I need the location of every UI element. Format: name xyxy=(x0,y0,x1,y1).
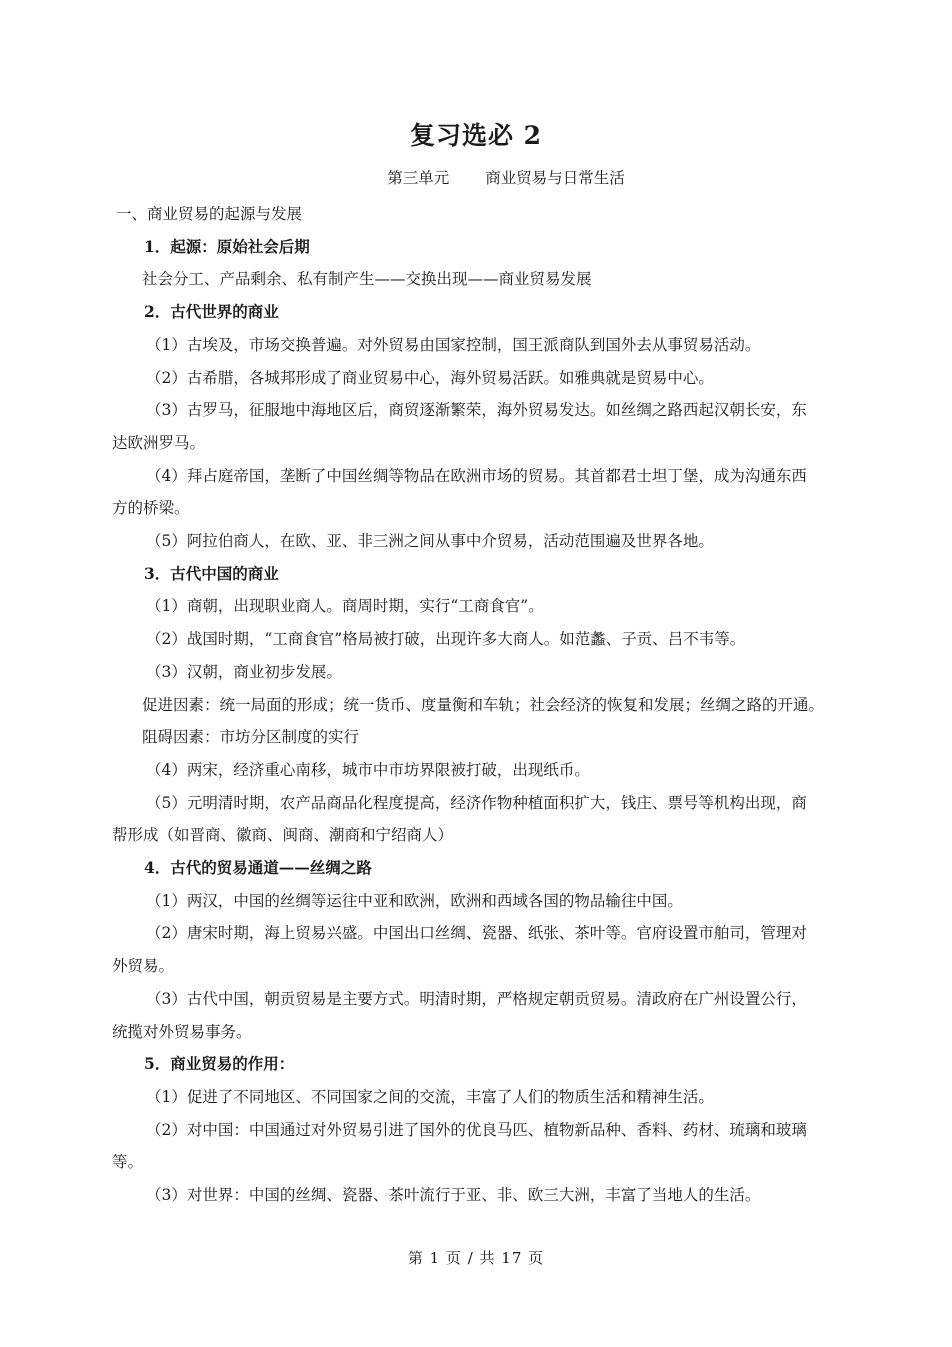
text-line: （4）拜占庭帝国，垄断了中国丝绸等物品在欧洲市场的贸易。其首都君士坦丁堡，成为沟通东西 xyxy=(146,466,807,485)
text-line: （2）唐宋时期，海上贸易兴盛。中国出口丝绸、瓷器、纸张、茶叶等。官府设置市舶司，管理对 xyxy=(146,924,807,943)
text-line: 阻碍因素：市坊分区制度的实行 xyxy=(142,728,360,747)
text-line: （1）古埃及，市场交换普遍。对外贸易由国家控制，国王派商队到国外去从事贸易活动。 xyxy=(146,335,761,354)
unit-topic: 商业贸易与日常生活 xyxy=(485,169,625,187)
text-line: （2）战国时期，“工商食官”格局被打破，出现许多大商人。如范蠡、子贡、吕不韦等。 xyxy=(146,630,746,649)
text-line: （3）对世界：中国的丝绸、瓷器、茶叶流行于亚、非、欧三大洲，丰富了当地人的生活。 xyxy=(146,1186,761,1205)
text-line-continued: 统揽对外贸易事务。 xyxy=(112,1022,252,1041)
text-line: （3）古罗马，征服地中海地区后，商贸逐渐繁荣，海外贸易发达。如丝绸之路西起汉朝长安，东 xyxy=(146,401,807,420)
text-line-continued: 达欧洲罗马。 xyxy=(112,433,206,452)
page-footer: 第 1 页 / 共 17 页 xyxy=(407,1249,545,1267)
text-line-continued: 帮形成（如晋商、徽商、闽商、潮商和宁绍商人） xyxy=(112,826,454,845)
text-line: 社会分工、产品剩余、私有制产生——交换出现——商业贸易发展 xyxy=(142,270,592,289)
page-title: 复习选必 2 xyxy=(409,121,543,150)
subsection-heading: 4．古代的贸易通道——丝绸之路 xyxy=(144,858,372,878)
text-line: （3）汉朝，商业初步发展。 xyxy=(146,662,342,681)
text-line: （5）阿拉伯商人，在欧、亚、非三洲之间从事中介贸易，活动范围遍及世界各地。 xyxy=(146,532,714,551)
unit-subtitle xyxy=(0,166,952,188)
text-line: （4）两宋，经济重心南移，城市中市坊界限被打破，出现纸币。 xyxy=(146,760,590,779)
text-line: （2）对中国：中国通过对外贸易引进了国外的优良马匹、植物新品种、香料、药材、琉璃和玻璃 xyxy=(146,1120,807,1139)
text-line-continued: 外贸易。 xyxy=(112,957,175,976)
text-line: （3）古代中国，朝贡贸易是主要方式。明清时期，严格规定朝贡贸易。清政府在广州设置公行， xyxy=(146,989,807,1008)
subsection-heading: 5．商业贸易的作用： xyxy=(144,1054,295,1074)
unit-label: 第三单元 xyxy=(387,169,450,187)
text-line: （1）两汉，中国的丝绸等运往中亚和欧洲，欧洲和西域各国的物品输往中国。 xyxy=(146,891,683,910)
subsection-heading: 3．古代中国的商业 xyxy=(144,563,279,583)
text-line-continued: 方的桥梁。 xyxy=(112,499,190,518)
text-line-continued: 等。 xyxy=(112,1153,144,1172)
section-heading: 一、商业贸易的起源与发展 xyxy=(116,205,303,223)
text-line: （2）古希腊，各城邦形成了商业贸易中心，海外贸易活跃。如雅典就是贸易中心。 xyxy=(146,368,714,387)
subsection-heading: 2．古代世界的商业 xyxy=(144,302,279,322)
subsection-heading: 1．起源：原始社会后期 xyxy=(144,236,310,256)
document-body xyxy=(112,198,868,1212)
text-line: （1）商朝，出现职业商人。商周时期，实行“工商食官”。 xyxy=(146,597,544,616)
text-line: （5）元明清时期，农产品商品化程度提高，经济作物种植面积扩大，钱庄、票号等机构出现，商 xyxy=(146,793,807,812)
text-line: （1）促进了不同地区、不同国家之间的交流，丰富了人们的物质生活和精神生活。 xyxy=(146,1087,714,1106)
text-line: 促进因素：统一局面的形成；统一货币、度量衡和车轨；社会经济的恢复和发展；丝绸之路的开通。 xyxy=(142,695,825,714)
